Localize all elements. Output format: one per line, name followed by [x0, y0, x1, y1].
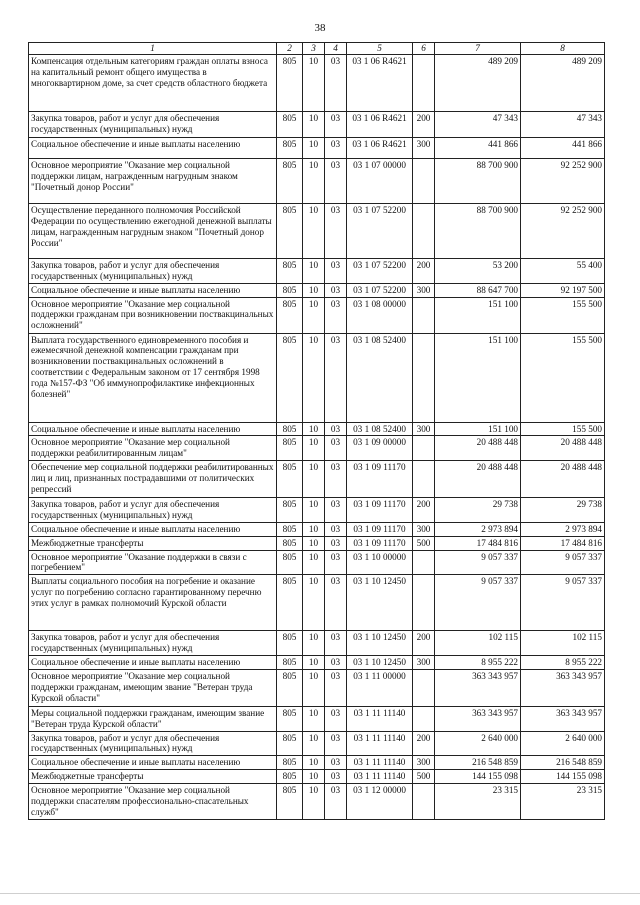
subsection-code-cell: 03: [325, 138, 347, 159]
amount-year2-cell: 92 252 900: [521, 159, 605, 204]
row-name-cell: Межбюджетные трансферты: [29, 770, 277, 784]
target-article-cell: 03 1 11 11140: [347, 731, 413, 756]
expense-type-cell: [413, 55, 435, 112]
chapter-code-cell: 805: [277, 297, 303, 333]
amount-year1-cell: 9 057 337: [435, 550, 521, 575]
row-name-cell: Закупка товаров, работ и услуг для обеспечения государственных (муниципальных) нужд: [29, 498, 277, 523]
expense-type-cell: [413, 297, 435, 333]
subsection-code-cell: 03: [325, 297, 347, 333]
section-code-cell: 10: [303, 656, 325, 670]
expense-type-cell: [413, 784, 435, 820]
subsection-code-cell: 03: [325, 436, 347, 461]
chapter-code-cell: 805: [277, 575, 303, 631]
subsection-code-cell: 03: [325, 204, 347, 259]
target-article-cell: 03 1 07 00000: [347, 159, 413, 204]
table-row: [29, 522, 605, 536]
chapter-code-cell: 805: [277, 461, 303, 498]
column-header: 2: [277, 43, 303, 55]
table-row: [29, 669, 605, 706]
subsection-code-cell: 03: [325, 656, 347, 670]
row-name-cell: Основное мероприятие "Оказание мер социальной поддержки гражданам, имеющим звание "Ветеран труда Курской области": [29, 669, 277, 706]
target-article-cell: 03 1 06 R4621: [347, 112, 413, 138]
subsection-code-cell: 03: [325, 784, 347, 820]
table-row: [29, 461, 605, 498]
section-code-cell: 10: [303, 283, 325, 297]
row-name-cell: Социальное обеспечение и иные выплаты населению: [29, 283, 277, 297]
expense-type-cell: 200: [413, 731, 435, 756]
table-row: [29, 283, 605, 297]
amount-year2-cell: 489 209: [521, 55, 605, 112]
page-edge-line: [0, 893, 640, 894]
target-article-cell: 03 1 07 52200: [347, 283, 413, 297]
chapter-code-cell: 805: [277, 731, 303, 756]
chapter-code-cell: 805: [277, 204, 303, 259]
chapter-code-cell: 805: [277, 283, 303, 297]
amount-year2-cell: 29 738: [521, 498, 605, 523]
subsection-code-cell: 03: [325, 259, 347, 284]
subsection-code-cell: 03: [325, 706, 347, 731]
section-code-cell: 10: [303, 575, 325, 631]
subsection-code-cell: 03: [325, 575, 347, 631]
section-code-cell: 10: [303, 756, 325, 770]
expense-type-cell: [413, 333, 435, 422]
section-code-cell: 10: [303, 550, 325, 575]
expense-type-cell: 200: [413, 112, 435, 138]
amount-year1-cell: 151 100: [435, 422, 521, 436]
amount-year2-cell: 9 057 337: [521, 550, 605, 575]
subsection-code-cell: 03: [325, 55, 347, 112]
table-row: [29, 631, 605, 656]
section-code-cell: 10: [303, 631, 325, 656]
amount-year1-cell: 17 484 816: [435, 536, 521, 550]
column-header: 1: [29, 43, 277, 55]
amount-year1-cell: 2 973 894: [435, 522, 521, 536]
amount-year2-cell: 8 955 222: [521, 656, 605, 670]
target-article-cell: 03 1 09 00000: [347, 436, 413, 461]
table-row: [29, 656, 605, 670]
expense-type-cell: [413, 159, 435, 204]
section-code-cell: 10: [303, 138, 325, 159]
amount-year1-cell: 88 700 900: [435, 159, 521, 204]
table-row: [29, 706, 605, 731]
table-row: [29, 138, 605, 159]
chapter-code-cell: 805: [277, 756, 303, 770]
subsection-code-cell: 03: [325, 283, 347, 297]
chapter-code-cell: 805: [277, 536, 303, 550]
subsection-code-cell: 03: [325, 159, 347, 204]
chapter-code-cell: 805: [277, 706, 303, 731]
amount-year1-cell: 29 738: [435, 498, 521, 523]
expense-type-cell: 300: [413, 522, 435, 536]
amount-year2-cell: 155 500: [521, 333, 605, 422]
budget-table: [28, 42, 605, 820]
chapter-code-cell: 805: [277, 55, 303, 112]
amount-year2-cell: 441 866: [521, 138, 605, 159]
row-name-cell: Социальное обеспечение и иные выплаты населению: [29, 422, 277, 436]
row-name-cell: Основное мероприятие "Оказание мер социальной поддержки реабилитированным лицам": [29, 436, 277, 461]
target-article-cell: 03 1 10 12450: [347, 656, 413, 670]
column-header: 7: [435, 43, 521, 55]
amount-year2-cell: 102 115: [521, 631, 605, 656]
amount-year1-cell: 441 866: [435, 138, 521, 159]
chapter-code-cell: 805: [277, 436, 303, 461]
target-article-cell: 03 1 12 00000: [347, 784, 413, 820]
amount-year2-cell: 9 057 337: [521, 575, 605, 631]
amount-year2-cell: 363 343 957: [521, 669, 605, 706]
section-code-cell: 10: [303, 422, 325, 436]
table-row: [29, 55, 605, 112]
section-code-cell: 10: [303, 436, 325, 461]
chapter-code-cell: 805: [277, 522, 303, 536]
chapter-code-cell: 805: [277, 259, 303, 284]
target-article-cell: 03 1 07 52200: [347, 204, 413, 259]
row-name-cell: Закупка товаров, работ и услуг для обеспечения государственных (муниципальных) нужд: [29, 112, 277, 138]
amount-year2-cell: 155 500: [521, 297, 605, 333]
section-code-cell: 10: [303, 55, 325, 112]
table-row: [29, 575, 605, 631]
table-row: [29, 731, 605, 756]
target-article-cell: 03 1 09 11170: [347, 536, 413, 550]
row-name-cell: Основное мероприятие "Оказание мер социальной поддержки спасателям профессионально-спасательных служб": [29, 784, 277, 820]
row-name-cell: Обеспечение мер социальной поддержки реабилитированных лиц и лиц, признанных пострадавшими от политических репрессий: [29, 461, 277, 498]
expense-type-cell: 300: [413, 656, 435, 670]
amount-year1-cell: 102 115: [435, 631, 521, 656]
section-code-cell: 10: [303, 706, 325, 731]
row-name-cell: Социальное обеспечение и иные выплаты населению: [29, 138, 277, 159]
row-name-cell: Выплаты социального пособия на погребение и оказание услуг по погребению согласно гарантированному перечню этих услуг в рамках полномочий Курской области: [29, 575, 277, 631]
expense-type-cell: 500: [413, 536, 435, 550]
chapter-code-cell: 805: [277, 770, 303, 784]
row-name-cell: Компенсация отдельным категориям граждан оплаты взноса на капитальный ремонт общего имущества в многоквартирном доме, за счет средств областного бюджета: [29, 55, 277, 112]
target-article-cell: 03 1 11 00000: [347, 669, 413, 706]
section-code-cell: 10: [303, 731, 325, 756]
amount-year1-cell: 88 700 900: [435, 204, 521, 259]
amount-year2-cell: 92 197 500: [521, 283, 605, 297]
amount-year2-cell: 20 488 448: [521, 461, 605, 498]
chapter-code-cell: 805: [277, 333, 303, 422]
target-article-cell: 03 1 11 11140: [347, 770, 413, 784]
expense-type-cell: [413, 204, 435, 259]
amount-year2-cell: 2 973 894: [521, 522, 605, 536]
row-name-cell: Социальное обеспечение и иные выплаты населению: [29, 756, 277, 770]
subsection-code-cell: 03: [325, 731, 347, 756]
expense-type-cell: [413, 669, 435, 706]
amount-year1-cell: 2 640 000: [435, 731, 521, 756]
column-header: 6: [413, 43, 435, 55]
chapter-code-cell: 805: [277, 138, 303, 159]
section-code-cell: 10: [303, 333, 325, 422]
expense-type-cell: [413, 575, 435, 631]
target-article-cell: 03 1 08 52400: [347, 422, 413, 436]
section-code-cell: 10: [303, 522, 325, 536]
row-name-cell: Закупка товаров, работ и услуг для обеспечения государственных (муниципальных) нужд: [29, 259, 277, 284]
chapter-code-cell: 805: [277, 112, 303, 138]
expense-type-cell: 300: [413, 422, 435, 436]
amount-year2-cell: 363 343 957: [521, 706, 605, 731]
subsection-code-cell: 03: [325, 422, 347, 436]
table-row: [29, 536, 605, 550]
target-article-cell: 03 1 10 00000: [347, 550, 413, 575]
column-header: 5: [347, 43, 413, 55]
expense-type-cell: 200: [413, 498, 435, 523]
row-name-cell: Основное мероприятие "Оказание мер социальной поддержки гражданам при возникновении поствакцинальных осложнений": [29, 297, 277, 333]
target-article-cell: 03 1 10 12450: [347, 575, 413, 631]
amount-year1-cell: 151 100: [435, 297, 521, 333]
row-name-cell: Закупка товаров, работ и услуг для обеспечения государственных (муниципальных) нужд: [29, 631, 277, 656]
amount-year2-cell: 155 500: [521, 422, 605, 436]
chapter-code-cell: 805: [277, 422, 303, 436]
page-number: 38: [314, 22, 326, 34]
chapter-code-cell: 805: [277, 784, 303, 820]
row-name-cell: Осуществление переданного полномочия Российской Федерации по осуществлению ежегодной денежной выплаты лицам, награжденным нагрудным знаком "Почетный донор России": [29, 204, 277, 259]
amount-year2-cell: 20 488 448: [521, 436, 605, 461]
expense-type-cell: [413, 461, 435, 498]
section-code-cell: 10: [303, 112, 325, 138]
target-article-cell: 03 1 08 00000: [347, 297, 413, 333]
section-code-cell: 10: [303, 204, 325, 259]
amount-year1-cell: 216 548 859: [435, 756, 521, 770]
amount-year1-cell: 144 155 098: [435, 770, 521, 784]
amount-year1-cell: 151 100: [435, 333, 521, 422]
amount-year1-cell: 47 343: [435, 112, 521, 138]
target-article-cell: 03 1 11 11140: [347, 706, 413, 731]
target-article-cell: 03 1 08 52400: [347, 333, 413, 422]
amount-year1-cell: 489 209: [435, 55, 521, 112]
amount-year1-cell: 23 315: [435, 784, 521, 820]
target-article-cell: 03 1 09 11170: [347, 522, 413, 536]
table-row: [29, 204, 605, 259]
subsection-code-cell: 03: [325, 669, 347, 706]
subsection-code-cell: 03: [325, 550, 347, 575]
amount-year1-cell: 8 955 222: [435, 656, 521, 670]
subsection-code-cell: 03: [325, 498, 347, 523]
table-row: [29, 770, 605, 784]
table-row: [29, 784, 605, 820]
column-header: 3: [303, 43, 325, 55]
amount-year1-cell: 53 200: [435, 259, 521, 284]
expense-type-cell: 500: [413, 770, 435, 784]
table-row: [29, 498, 605, 523]
chapter-code-cell: 805: [277, 159, 303, 204]
subsection-code-cell: 03: [325, 536, 347, 550]
expense-type-cell: [413, 436, 435, 461]
header-row: [29, 43, 605, 55]
chapter-code-cell: 805: [277, 656, 303, 670]
target-article-cell: 03 1 11 11140: [347, 756, 413, 770]
row-name-cell: Межбюджетные трансферты: [29, 536, 277, 550]
subsection-code-cell: 03: [325, 756, 347, 770]
expense-type-cell: 300: [413, 756, 435, 770]
column-header: 4: [325, 43, 347, 55]
amount-year1-cell: 20 488 448: [435, 436, 521, 461]
row-name-cell: Меры социальной поддержки гражданам, имеющим звание "Ветеран труда Курской области": [29, 706, 277, 731]
section-code-cell: 10: [303, 498, 325, 523]
chapter-code-cell: 805: [277, 631, 303, 656]
amount-year1-cell: 363 343 957: [435, 706, 521, 731]
table-row: [29, 550, 605, 575]
subsection-code-cell: 03: [325, 112, 347, 138]
column-header: 8: [521, 43, 605, 55]
row-name-cell: Основное мероприятие "Оказание поддержки в связи с погребением": [29, 550, 277, 575]
subsection-code-cell: 03: [325, 333, 347, 422]
table-row: [29, 259, 605, 284]
amount-year1-cell: 20 488 448: [435, 461, 521, 498]
expense-type-cell: 300: [413, 138, 435, 159]
amount-year2-cell: 17 484 816: [521, 536, 605, 550]
target-article-cell: 03 1 06 R4621: [347, 138, 413, 159]
section-code-cell: 10: [303, 159, 325, 204]
row-name-cell: Основное мероприятие "Оказание мер социальной поддержки лицам, награжденным нагрудным знаком "Почетный донор России": [29, 159, 277, 204]
row-name-cell: Социальное обеспечение и иные выплаты населению: [29, 656, 277, 670]
table-row: [29, 297, 605, 333]
expense-type-cell: 300: [413, 283, 435, 297]
table-row: [29, 333, 605, 422]
section-code-cell: 10: [303, 297, 325, 333]
section-code-cell: 10: [303, 669, 325, 706]
amount-year2-cell: 55 400: [521, 259, 605, 284]
subsection-code-cell: 03: [325, 461, 347, 498]
table-row: [29, 756, 605, 770]
target-article-cell: 03 1 09 11170: [347, 498, 413, 523]
expense-type-cell: [413, 706, 435, 731]
target-article-cell: 03 1 10 12450: [347, 631, 413, 656]
subsection-code-cell: 03: [325, 631, 347, 656]
table-row: [29, 422, 605, 436]
target-article-cell: 03 1 07 52200: [347, 259, 413, 284]
target-article-cell: 03 1 06 R4621: [347, 55, 413, 112]
expense-type-cell: 200: [413, 259, 435, 284]
amount-year2-cell: 23 315: [521, 784, 605, 820]
section-code-cell: 10: [303, 461, 325, 498]
subsection-code-cell: 03: [325, 770, 347, 784]
section-code-cell: 10: [303, 784, 325, 820]
amount-year2-cell: 47 343: [521, 112, 605, 138]
amount-year2-cell: 92 252 900: [521, 204, 605, 259]
table-row: [29, 112, 605, 138]
chapter-code-cell: 805: [277, 669, 303, 706]
section-code-cell: 10: [303, 536, 325, 550]
section-code-cell: 10: [303, 259, 325, 284]
amount-year1-cell: 9 057 337: [435, 575, 521, 631]
subsection-code-cell: 03: [325, 522, 347, 536]
amount-year2-cell: 216 548 859: [521, 756, 605, 770]
amount-year2-cell: 2 640 000: [521, 731, 605, 756]
section-code-cell: 10: [303, 770, 325, 784]
chapter-code-cell: 805: [277, 498, 303, 523]
amount-year2-cell: 144 155 098: [521, 770, 605, 784]
row-name-cell: Социальное обеспечение и иные выплаты населению: [29, 522, 277, 536]
chapter-code-cell: 805: [277, 550, 303, 575]
amount-year1-cell: 88 647 700: [435, 283, 521, 297]
expense-type-cell: 200: [413, 631, 435, 656]
table-row: [29, 159, 605, 204]
target-article-cell: 03 1 09 11170: [347, 461, 413, 498]
row-name-cell: Выплата государственного единовременного пособия и ежемесячной денежной компенсации гражданам при возникновении поствакцинальных осложнений в соответствии с Федеральным законом от 17 сентября 1998 года №157-ФЗ "Об иммунопрофилактике инфекционных болезней": [29, 333, 277, 422]
table-row: [29, 436, 605, 461]
amount-year1-cell: 363 343 957: [435, 669, 521, 706]
row-name-cell: Закупка товаров, работ и услуг для обеспечения государственных (муниципальных) нужд: [29, 731, 277, 756]
expense-type-cell: [413, 550, 435, 575]
